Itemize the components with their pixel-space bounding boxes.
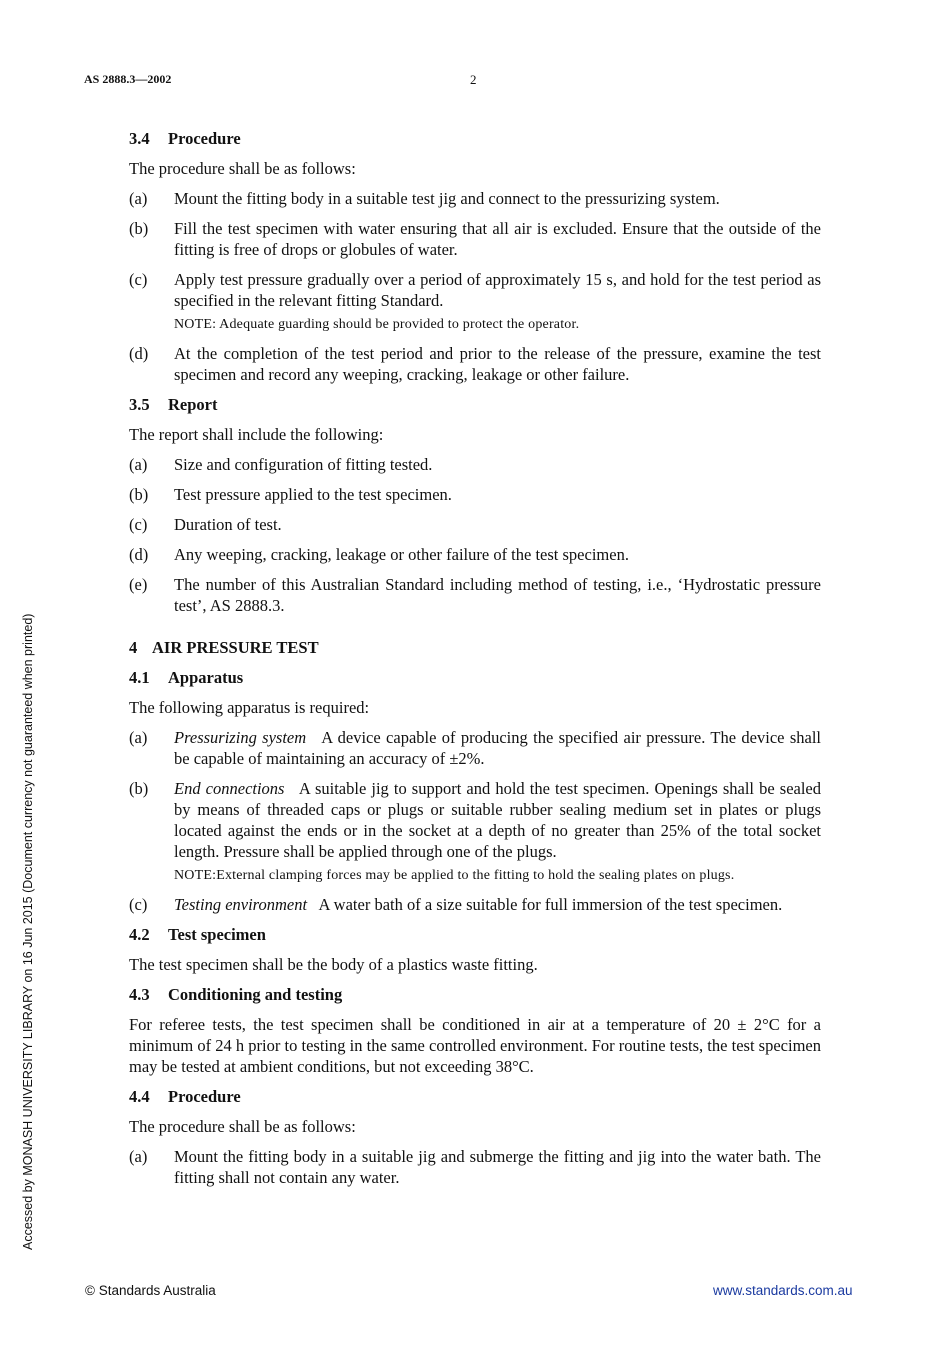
note: NOTE:External clamping forces may be applied to the fitting to hold the sealing plates on plugs. — [174, 868, 735, 883]
list-item: (d) At the completion of the test period and prior to the release of the pressure, examine the test specimen and record any weeping, cracking, leakage or other failure. — [129, 344, 821, 384]
section-3-5-intro: The report shall include the following: — [129, 425, 384, 444]
section-4-2-heading: 4.2 Test specimen — [129, 925, 266, 944]
section-4-4-intro: The procedure shall be as follows: — [129, 1117, 356, 1136]
list-item: (a) Size and configuration of fitting tested. — [129, 455, 433, 474]
document-body — [129, 128, 821, 1188]
access-watermark: Accessed by MONASH UNIVERSITY LIBRARY on 16 Jun 2015 (Document currency not guaranteed when printed) — [21, 613, 35, 1250]
section-4-4-heading: 4.4 Procedure — [129, 1087, 241, 1106]
section-4-3-heading: 4.3 Conditioning and testing — [129, 985, 343, 1004]
list-item: (a) Pressurizing system A device capable of producing the specified air pressure. The device shall be capable of maintaining an accuracy of ±2%. — [129, 728, 821, 768]
list-item: (c) Apply test pressure gradually over a period of approximately 15 s, and hold for the test period as specified in the relevant fitting Standard. NOTE: Adequate guarding should be provided to protect the operator. — [129, 270, 821, 332]
page-number: 2 — [470, 72, 477, 87]
list-item: (e) The number of this Australian Standard including method of testing, i.e., ‘Hydrostatic pressure test’, AS 2888.3. — [129, 575, 821, 615]
copyright-notice: © Standards Australia — [85, 1283, 216, 1298]
section-4-1-heading: 4.1 Apparatus — [129, 668, 244, 687]
section-4-3-text: For referee tests, the test specimen shall be conditioned in air at a temperature of 20 ± 2°C for a minimum of 24 h prior to testing in the same controlled environment. For routine tests, the test specimen may be tested at ambient conditions, but not exceeding 38°C. — [129, 1015, 821, 1076]
list-item: (b) Test pressure applied to the test specimen. — [129, 485, 452, 504]
note: NOTE: Adequate guarding should be provided to protect the operator. — [174, 317, 580, 332]
list-item: (c) Testing environment A water bath of a size suitable for full immersion of the test specimen. — [129, 895, 783, 914]
list-item: (d) Any weeping, cracking, leakage or other failure of the test specimen. — [129, 545, 629, 564]
section-3-5-heading: 3.5 Report — [129, 395, 218, 414]
list-item: (b) End connections A suitable jig to support and hold the test specimen. Openings shall be sealed by means of threaded caps or plugs or suitable rubber sealing medium set in plates or plugs located against the ends or in the socket at a depth of no greater than 25% of the total socket length. Pressure shall be applied through one of the plugs. NOTE:External clamping forces may be applied to the fitting to hold the sealing plates on plugs. — [129, 779, 822, 883]
standard-number: AS 2888.3—2002 — [84, 72, 172, 86]
section-3-4-heading: 3.4 Procedure — [129, 129, 241, 148]
section-4-1-intro: The following apparatus is required: — [129, 698, 370, 717]
list-item: (a) Mount the fitting body in a suitable test jig and connect to the pressurizing system. — [129, 189, 720, 208]
section-4-heading: 4 AIR PRESSURE TEST — [129, 638, 319, 657]
section-3-4-intro: The procedure shall be as follows: — [129, 159, 356, 178]
website-link[interactable]: www.standards.com.au — [713, 1283, 853, 1298]
list-item: (b) Fill the test specimen with water ensuring that all air is excluded. Ensure that the outside of the fitting is free of drops or globules of water. — [129, 219, 821, 259]
section-4-2-text: The test specimen shall be the body of a plastics waste fitting. — [129, 955, 538, 974]
list-item: (c) Duration of test. — [129, 515, 282, 534]
list-item: (a) Mount the fitting body in a suitable jig and submerge the fitting and jig into the water bath. The fitting shall not contain any water. — [129, 1147, 821, 1187]
